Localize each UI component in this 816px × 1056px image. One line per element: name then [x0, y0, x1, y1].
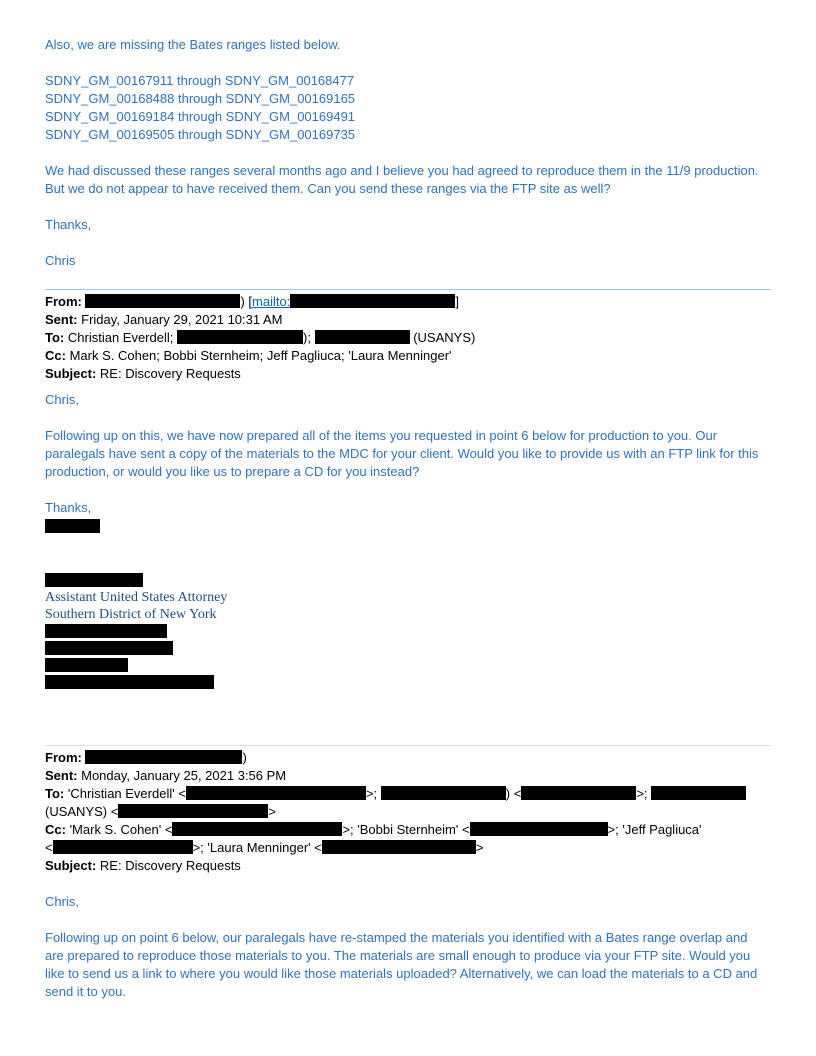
- redaction-block: [186, 786, 366, 800]
- greeting: Chris,: [45, 392, 79, 407]
- subject-line: Subject: RE: Discovery Requests: [45, 366, 241, 381]
- cc-line: Cc: Mark S. Cohen; Bobbi Sternheim; Jeff Pagliuca; 'Laura Menninger': [45, 348, 452, 363]
- redaction-block: [381, 786, 506, 800]
- redaction-block: [85, 750, 242, 764]
- thanks-text: Thanks,: [45, 217, 92, 232]
- bates-range-item: SDNY_GM_00168488 through SDNY_GM_00169165: [45, 91, 356, 106]
- from-line: From: ) [mailto: ]: [45, 294, 459, 309]
- redacted-signature: [45, 519, 100, 533]
- cc-line: Cc: 'Mark S. Cohen' < >; 'Bobbi Sternheim' < >; 'Jeff Pagliuca': [45, 822, 702, 837]
- redaction-block: [322, 840, 476, 854]
- bates-range-list: [45, 72, 355, 144]
- sent-line: Sent: Monday, January 25, 2021 3:56 PM: [45, 768, 287, 783]
- to-line-cont: (USANYS) < >: [45, 804, 276, 819]
- ranges-paragraph: We had discussed these ranges several months ago and I believe you had agreed to reproduce them in the 11/9 production. But we do not appear to have received them. Can you send these ranges via the FTP site as well?: [45, 163, 759, 196]
- cc-line-cont: < >; 'Laura Menninger' < >: [45, 840, 484, 855]
- redaction-block: [470, 822, 608, 836]
- message-divider: [45, 745, 771, 746]
- email-header-2: [45, 749, 771, 875]
- to-line: To: 'Christian Everdell' < >; ) < >;: [45, 785, 771, 803]
- redaction-block: [521, 786, 636, 800]
- redacted-contact: [45, 675, 214, 689]
- bates-range-item: SDNY_GM_00167911 through SDNY_GM_00168477: [45, 73, 355, 88]
- message-divider: [45, 289, 771, 290]
- message-body: Following up on point 6 below, our paralegals have re-stamped the materials you identified with a Bates range overlap and are prepared to reproduce those materials to you. The materials are small enough to produce via your FTP site. Would you like to send us a link to where you would like those materials uploaded? Alternatively, we can load the materials to a CD and send it to you.: [45, 930, 758, 999]
- subject-line: Subject: RE: Discovery Requests: [45, 858, 241, 873]
- signoff-name: Chris: [45, 253, 76, 268]
- redaction-block: [53, 840, 193, 854]
- from-line: From: ): [45, 750, 247, 765]
- redacted-contact: [45, 658, 128, 672]
- mailto-link[interactable]: mailto:: [252, 294, 291, 309]
- redacted-contact: [45, 624, 167, 638]
- greeting: Chris,: [45, 894, 79, 909]
- bates-range-item: SDNY_GM_00169184 through SDNY_GM_00169491: [45, 109, 356, 124]
- redaction-block: [172, 822, 342, 836]
- redaction-block: [177, 330, 303, 344]
- sent-line: Sent: Friday, January 29, 2021 10:31 AM: [45, 312, 283, 327]
- redaction-block: [118, 804, 268, 818]
- redacted-name: [45, 573, 143, 587]
- thanks-text: Thanks,: [45, 500, 92, 515]
- signature-office: Southern District of New York: [45, 607, 217, 622]
- signature-title: Assistant United States Attorney: [45, 590, 228, 605]
- redacted-contact: [45, 641, 173, 655]
- email-header-1: [45, 293, 771, 383]
- intro-text: Also, we are missing the Bates ranges listed below.: [45, 37, 341, 52]
- redaction-block: [315, 330, 410, 344]
- bates-range-item: SDNY_GM_00169505 through SDNY_GM_00169735: [45, 127, 356, 142]
- message-body: Following up on this, we have now prepared all of the items you requested in point 6 below for production to you. Our paralegals have sent a copy of the materials to the MDC for your client. Would you like to provide us with an FTP link for this production, or would you like us to prepare a CD for you instead?: [45, 428, 759, 479]
- to-line: To: Christian Everdell; ); (USANYS): [45, 330, 476, 345]
- redaction-block: [290, 294, 455, 308]
- redaction-block: [651, 786, 746, 800]
- redaction-block: [85, 294, 240, 308]
